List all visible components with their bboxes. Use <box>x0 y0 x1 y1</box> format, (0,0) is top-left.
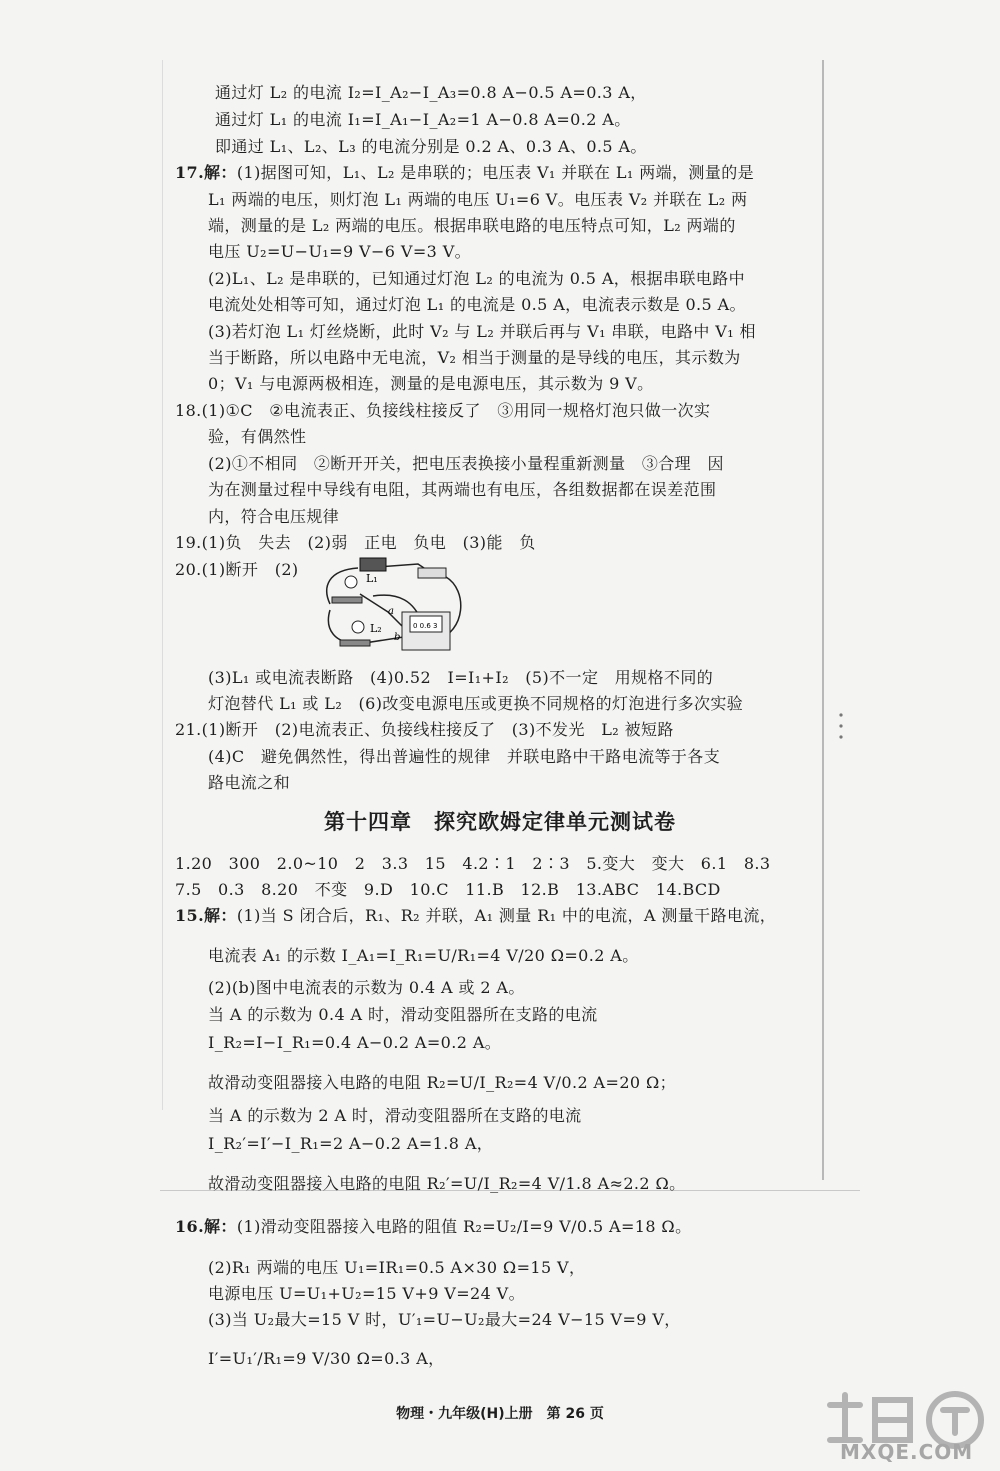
text-line: I_R₂′=I′−I_R₁=2 A−0.2 A=1.8 A， <box>208 1134 494 1153</box>
line-text: (1)滑动变阻器接入电路的阻值 R₂=U₂/I=9 V/0.5 A=18 Ω。 <box>236 1217 692 1236</box>
text-line: 当 A 的示数为 2 A 时，滑动变阻器所在支路的电流 <box>208 1106 582 1125</box>
text-line: 18.(1)①C ②电流表正、负接线柱接反了 ③用同一规格灯泡只做一次实 <box>175 401 711 420</box>
text-line: 端，测量的是 L₂ 两端的电压。根据串联电路的电压特点可知，L₂ 两端的 <box>208 216 736 235</box>
label-l1: L₁ <box>366 572 378 585</box>
watermark-text: MXQE.COM <box>840 1440 974 1464</box>
question-number: 15.解： <box>175 906 237 925</box>
text-line: 即通过 L₁、L₂、L₃ 的电流分别是 0.2 A、0.3 A、0.5 A。 <box>215 137 647 156</box>
text-line: 1.20 300 2.0~10 2 3.3 15 4.2∶1 2∶3 5.变大 变大 6.1 8.3 <box>175 854 771 873</box>
label-l2: L₂ <box>370 622 382 635</box>
text-line <box>175 904 776 928</box>
line-text: (1)据图可知，L₁、L₂ 是串联的；电压表 V₁ 并联在 L₁ 两端，测量的是 <box>236 163 755 182</box>
text-line: 灯泡替代 L₁ 或 L₂ (6)改变电源电压或更换不同规格的灯泡进行多次实验 <box>208 694 744 713</box>
text-line: 21.(1)断开 (2)电流表正、负接线柱接反了 (3)不发光 L₂ 被短路 <box>175 720 674 739</box>
text-line <box>175 161 754 185</box>
text-line: 故滑动变阻器接入电路的电阻 R₂=U/I_R₂=4 V/0.2 A=20 Ω； <box>208 1073 677 1092</box>
meter-scale: 0 0.6 3 <box>413 622 438 630</box>
text-line: 电压 U₂=U−U₁=9 V−6 V=3 V。 <box>208 242 472 261</box>
text-line: 0；V₁ 与电源两极相连，测量的是电源电压，其示数为 9 V。 <box>208 374 654 393</box>
text-line: 路电流之和 <box>208 773 291 792</box>
line-text: (1)当 S 闭合后，R₁、R₂ 并联，A₁ 测量 R₁ 中的电流，A 测量干路电流， <box>236 906 777 925</box>
text-line: (2)L₁、L₂ 是串联的，已知通过灯泡 L₂ 的电流为 0.5 A，根据串联电路中 <box>208 269 746 288</box>
bulb-icon <box>345 576 357 588</box>
text-line: 通过灯 L₁ 的电流 I₁=I_A₁−I_A₂=1 A−0.8 A=0.2 A。 <box>215 110 631 129</box>
text-line: (3)若灯泡 L₁ 灯丝烧断，此时 V₂ 与 L₂ 并联后再与 V₁ 串联，电路中 V₁ 相 <box>208 322 756 341</box>
text-line: 验，有偶然性 <box>208 427 307 446</box>
switch-icon <box>418 568 446 578</box>
text-line: I′=U₁′/R₁=9 V/30 Ω=0.3 A， <box>208 1349 445 1368</box>
text-line: 电源电压 U=U₁+U₂=15 V+9 V=24 V。 <box>208 1284 526 1303</box>
text-line: (3)L₁ 或电流表断路 (4)0.52 I=I₁+I₂ (5)不一定 用规格不同的 <box>208 668 714 687</box>
circuit-diagram <box>318 552 468 657</box>
text-line: L₁ 两端的电压，则灯泡 L₁ 两端的电压 U₁=6 V。电压表 V₂ 并联在 L₂ 两 <box>208 190 748 209</box>
page-fold-line <box>162 60 163 1110</box>
question-number: 16.解： <box>175 1217 237 1236</box>
text-line: 7.5 0.3 8.20 不变 9.D 10.C 11.B 12.B 13.ABC 14.BCD <box>175 880 721 899</box>
text-line: 电流处处相等可知，通过灯泡 L₁ 的电流是 0.5 A，电流表示数是 0.5 A。 <box>208 295 746 314</box>
label-a: a <box>388 606 394 617</box>
text-line: 当 A 的示数为 0.4 A 时，滑动变阻器所在支路的电流 <box>208 1005 598 1024</box>
text-line: (4)C 避免偶然性，得出普遍性的规律 并联电路中干路电流等于各支 <box>208 747 721 766</box>
text-line: 20.(1)断开 (2) <box>175 560 299 579</box>
text-line: 19.(1)负 失去 (2)弱 正电 负电 (3)能 负 <box>175 533 536 552</box>
margin-dots <box>838 712 844 740</box>
text-line: 为在测量过程中导线有电阻，其两端也有电压，各组数据都在误差范围 <box>208 480 717 499</box>
text-line: 通过灯 L₂ 的电流 I₂=I_A₂−I_A₃=0.8 A−0.5 A=0.3 A， <box>215 83 647 102</box>
text-line: (3)当 U₂最大=15 V 时，U′₁=U−U₂最大=24 V−15 V=9 V， <box>208 1310 681 1329</box>
text-line: 当于断路，所以电路中无电流，V₂ 相当于测量的是导线的电压，其示数为 <box>208 348 741 367</box>
text-line: 电流表 A₁ 的示数 I_A₁=I_R₁=U/R₁=4 V/20 Ω=0.2 A。 <box>208 946 639 965</box>
page-right-border <box>822 60 824 1180</box>
battery-icon <box>360 558 386 571</box>
text-line <box>175 1215 692 1239</box>
text-line: 故滑动变阻器接入电路的电阻 R₂′=U/I_R₂=4 V/1.8 A≈2.2 Ω。 <box>208 1174 686 1193</box>
text-line: I_R₂=I−I_R₁=0.4 A−0.2 A=0.2 A。 <box>208 1033 502 1052</box>
text-line: 内，符合电压规律 <box>208 507 340 526</box>
bulb-icon <box>352 621 364 633</box>
question-number: 17.解： <box>175 163 237 182</box>
text-line: (2)①不相同 ②断开开关，把电压表换接小量程重新测量 ③合理 因 <box>208 454 724 473</box>
label-b: b <box>394 632 401 643</box>
chapter-heading: 第十四章 探究欧姆定律单元测试卷 <box>324 810 676 834</box>
text-line: (2)R₁ 两端的电压 U₁=IR₁=0.5 A×30 Ω=15 V， <box>208 1258 586 1277</box>
page-footer: 物理・九年级(H)上册 第 26 页 <box>396 1406 604 1422</box>
text-line: (2)(b)图中电流表的示数为 0.4 A 或 2 A。 <box>208 978 525 997</box>
